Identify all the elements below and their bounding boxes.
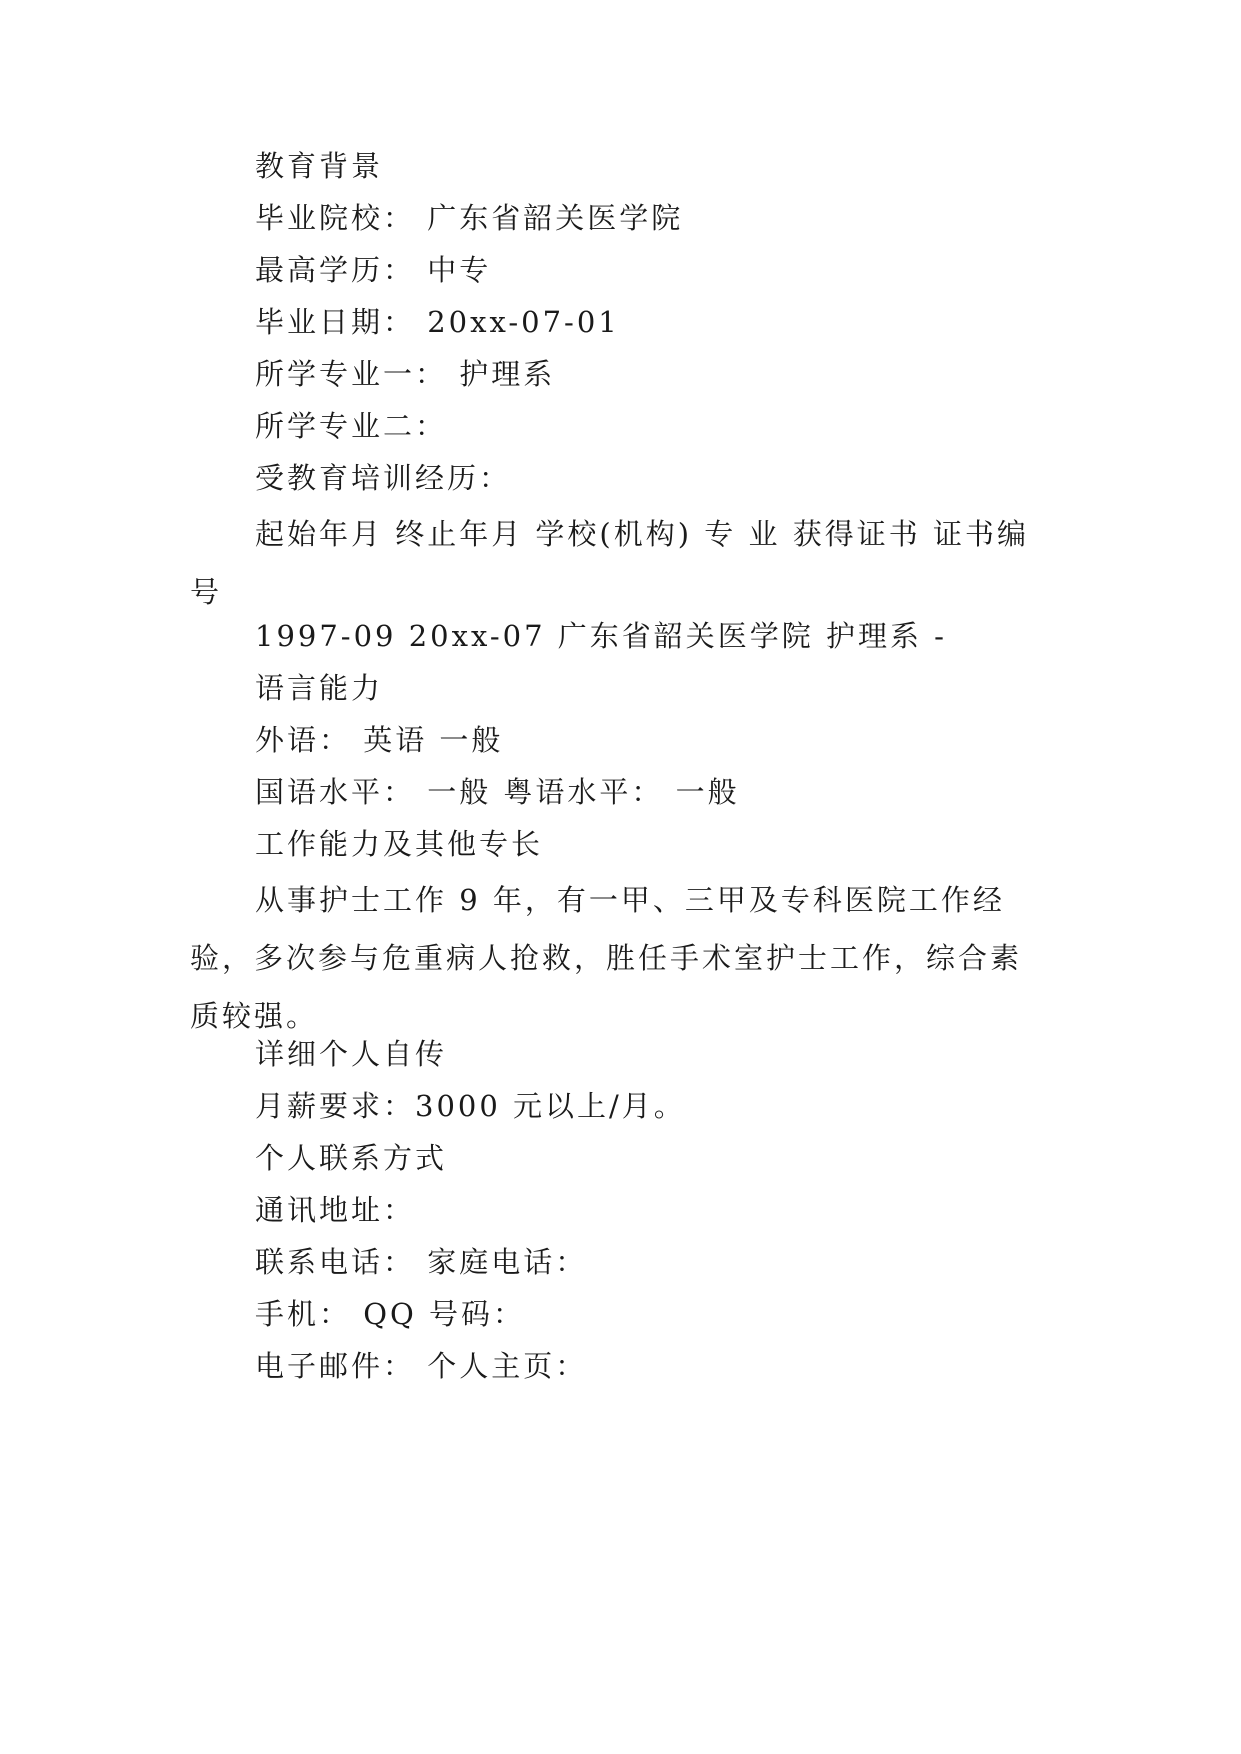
contact-mobile: 手机： QQ 号码：: [255, 1297, 525, 1331]
training-table-header: 起始年月 终止年月 学校(机构) 专 业 获得证书 证书编号: [190, 517, 1029, 609]
highest-degree: 最高学历： 中专: [255, 253, 492, 287]
contact-phone: 联系电话： 家庭电话：: [255, 1245, 588, 1279]
foreign-language: 外语： 英语 一般: [255, 723, 504, 757]
contact-email: 电子邮件： 个人主页：: [255, 1349, 588, 1383]
mandarin-cantonese-level: 国语水平： 一般 粤语水平： 一般: [255, 775, 740, 809]
skills-heading: 工作能力及其他专长: [255, 827, 544, 861]
graduate-school: 毕业院校： 广东省韶关医学院: [255, 201, 684, 235]
education-heading: 教育背景: [255, 149, 384, 183]
contact-address: 通讯地址：: [255, 1193, 416, 1227]
training-row: 1997-09 20xx-07 广东省韶关医学院 护理系 -: [255, 619, 947, 653]
major-two: 所学专业二：: [255, 409, 448, 443]
salary-requirement: 月薪要求：3000 元以上/月。: [255, 1089, 686, 1123]
language-heading: 语言能力: [255, 671, 384, 705]
major-one: 所学专业一： 护理系: [255, 357, 556, 391]
training-label: 受教育培训经历：: [255, 461, 512, 495]
skills-paragraph: 从事护士工作 9 年，有一甲、三甲及专科医院工作经验，多次参与危重病人抢救，胜任手术室护士工作，综合素质较强。: [190, 883, 1023, 1033]
autobiography-heading: 详细个人自传: [255, 1037, 448, 1071]
graduation-date: 毕业日期： 20xx-07-01: [255, 305, 620, 339]
contact-heading: 个人联系方式: [255, 1141, 448, 1175]
